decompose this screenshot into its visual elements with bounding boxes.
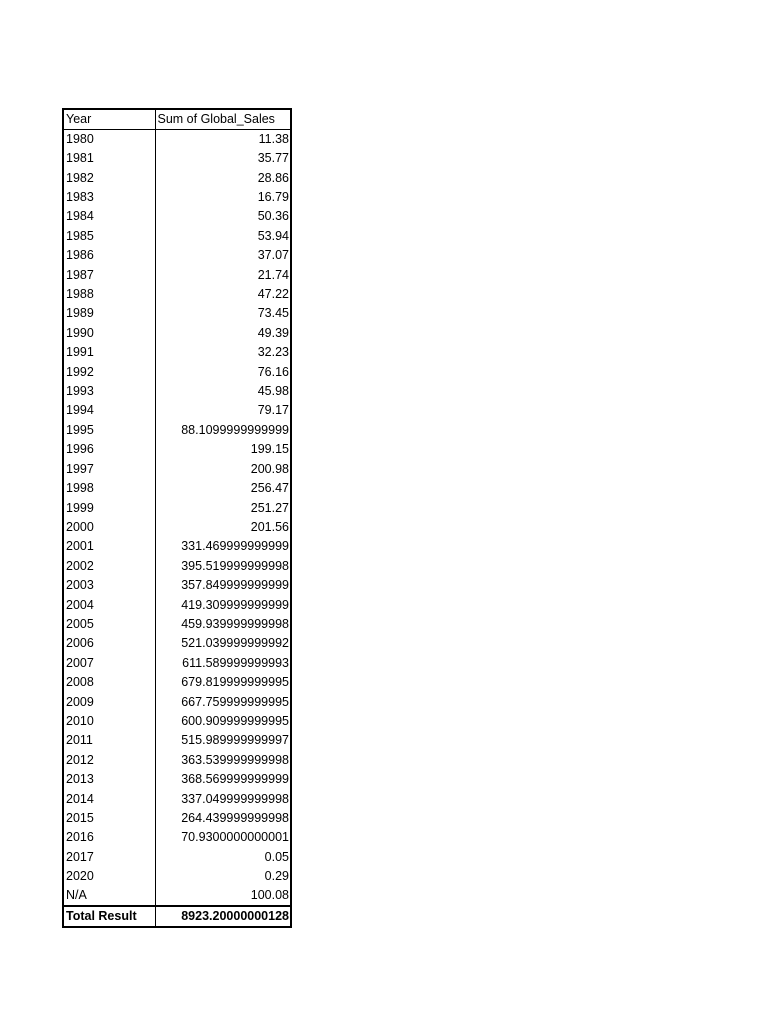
year-cell[interactable]: 1995: [63, 421, 155, 440]
sales-cell[interactable]: 515.989999999997: [181, 733, 289, 748]
year-cell[interactable]: 2016: [63, 828, 155, 847]
sales-cell[interactable]: 32.23: [257, 345, 289, 360]
sales-cell[interactable]: 70.9300000000001: [181, 830, 289, 845]
sales-cell[interactable]: 256.47: [250, 481, 289, 496]
year-cell[interactable]: N/A: [63, 886, 155, 906]
year-cell[interactable]: 1985: [63, 227, 155, 246]
table-row: [63, 285, 291, 304]
year-cell[interactable]: 2008: [63, 673, 155, 692]
pivot-table: [62, 108, 292, 928]
year-cell[interactable]: 1982: [63, 168, 155, 187]
table-row: [63, 576, 291, 595]
table-row: [63, 149, 291, 168]
table-row: [63, 789, 291, 808]
sales-cell[interactable]: 0.05: [264, 849, 289, 864]
sales-cell[interactable]: 363.539999999998: [181, 752, 289, 767]
sales-cell[interactable]: 47.22: [257, 287, 289, 302]
sales-cell[interactable]: 45.98: [257, 384, 289, 399]
sales-cell[interactable]: 88.1099999999999: [181, 422, 289, 437]
table-row: [63, 498, 291, 517]
year-cell[interactable]: 2020: [63, 867, 155, 886]
table-row: [63, 537, 291, 556]
sales-cell[interactable]: 73.45: [257, 306, 289, 321]
table-row: [63, 401, 291, 420]
table-row: [63, 421, 291, 440]
sales-cell[interactable]: 459.939999999998: [181, 616, 289, 631]
sales-cell[interactable]: 368.569999999999: [181, 772, 289, 787]
table-row: [63, 460, 291, 479]
header-sum-global-sales[interactable]: Sum of Global_Sales: [155, 109, 291, 130]
table-row: [63, 731, 291, 750]
year-cell[interactable]: 1996: [63, 440, 155, 459]
sales-cell[interactable]: 35.77: [257, 151, 289, 166]
year-cell[interactable]: 2013: [63, 770, 155, 789]
sales-cell[interactable]: 337.049999999998: [181, 791, 289, 806]
sales-cell[interactable]: 76.16: [257, 364, 289, 379]
sales-cell[interactable]: 331.469999999999: [181, 539, 289, 554]
table-row: [63, 130, 291, 150]
year-cell[interactable]: 2000: [63, 518, 155, 537]
table-row: [63, 265, 291, 284]
sales-cell[interactable]: 201.56: [250, 519, 289, 534]
year-cell[interactable]: 1993: [63, 382, 155, 401]
table-row: [63, 168, 291, 187]
sales-cell[interactable]: 53.94: [257, 228, 289, 243]
table-row: [63, 207, 291, 226]
sales-cell[interactable]: 611.589999999993: [182, 655, 289, 670]
year-cell[interactable]: 1994: [63, 401, 155, 420]
year-cell[interactable]: 2006: [63, 634, 155, 653]
table-row: [63, 615, 291, 634]
year-cell[interactable]: 2002: [63, 557, 155, 576]
sales-cell[interactable]: 28.86: [257, 170, 289, 185]
year-cell[interactable]: 1989: [63, 304, 155, 323]
header-row: [63, 109, 291, 130]
year-cell[interactable]: 1980: [63, 130, 155, 150]
year-cell[interactable]: 2014: [63, 789, 155, 808]
year-cell[interactable]: 2005: [63, 615, 155, 634]
table-row: [63, 848, 291, 867]
total-row: [63, 906, 291, 927]
year-cell[interactable]: 2003: [63, 576, 155, 595]
year-cell[interactable]: 2007: [63, 654, 155, 673]
sales-cell[interactable]: 251.27: [250, 500, 289, 515]
table-row: [63, 751, 291, 770]
header-year[interactable]: Year: [63, 109, 155, 130]
table-row: [63, 692, 291, 711]
sales-cell[interactable]: 79.17: [257, 403, 289, 418]
sales-cell[interactable]: 50.36: [257, 209, 289, 224]
sales-cell[interactable]: 395.519999999998: [181, 558, 289, 573]
year-cell[interactable]: 1987: [63, 265, 155, 284]
sales-cell[interactable]: 600.909999999995: [181, 713, 289, 728]
table-row: [63, 712, 291, 731]
sales-cell[interactable]: 11.38: [258, 132, 289, 146]
sales-cell[interactable]: 264.439999999998: [181, 811, 289, 826]
year-cell[interactable]: 1988: [63, 285, 155, 304]
table-row: [63, 382, 291, 401]
table-body: [63, 130, 291, 907]
sales-cell[interactable]: 49.39: [257, 325, 289, 340]
table-row: [63, 654, 291, 673]
year-cell[interactable]: 2012: [63, 751, 155, 770]
year-cell[interactable]: 1997: [63, 460, 155, 479]
year-cell[interactable]: 1998: [63, 479, 155, 498]
sales-cell[interactable]: 21.74: [257, 267, 289, 282]
table-row: [63, 246, 291, 265]
year-cell[interactable]: 2015: [63, 809, 155, 828]
year-cell[interactable]: 1983: [63, 188, 155, 207]
sales-cell[interactable]: 0.29: [264, 869, 289, 884]
sales-cell[interactable]: 200.98: [250, 461, 289, 476]
table-row: [63, 343, 291, 362]
table-row: [63, 188, 291, 207]
year-cell[interactable]: 1981: [63, 149, 155, 168]
year-cell[interactable]: 1990: [63, 324, 155, 343]
table-row: [63, 479, 291, 498]
sales-cell[interactable]: 419.309999999999: [181, 597, 289, 612]
year-cell[interactable]: 2009: [63, 692, 155, 711]
table-row: [63, 809, 291, 828]
table-row: [63, 634, 291, 653]
table-row: [63, 828, 291, 847]
table-row: [63, 227, 291, 246]
sales-cell[interactable]: 521.039999999992: [181, 636, 289, 651]
table-row: [63, 770, 291, 789]
year-cell[interactable]: 1999: [63, 498, 155, 517]
total-value[interactable]: 8923.20000000128: [155, 906, 291, 927]
table-row: [63, 304, 291, 323]
sales-cell[interactable]: 16.79: [257, 190, 289, 205]
sales-cell[interactable]: 667.759999999995: [181, 694, 289, 709]
table-row: [63, 673, 291, 692]
year-cell[interactable]: 2010: [63, 712, 155, 731]
table-row: [63, 324, 291, 343]
table-row: [63, 886, 291, 906]
sales-cell[interactable]: 357.849999999999: [181, 578, 289, 593]
year-cell[interactable]: 1984: [63, 207, 155, 226]
sales-cell[interactable]: 100.08: [250, 888, 289, 903]
sales-cell[interactable]: 679.819999999995: [181, 675, 289, 690]
table-row: [63, 518, 291, 537]
table-row: [63, 362, 291, 381]
year-cell[interactable]: 1991: [63, 343, 155, 362]
table-row: [63, 557, 291, 576]
sales-cell[interactable]: 37.07: [257, 248, 289, 263]
year-cell[interactable]: 2001: [63, 537, 155, 556]
table-row: [63, 440, 291, 459]
table-row: [63, 867, 291, 886]
year-cell[interactable]: 1986: [63, 246, 155, 265]
year-cell[interactable]: 2011: [63, 731, 155, 750]
table-row: [63, 595, 291, 614]
total-label[interactable]: Total Result: [63, 906, 155, 927]
year-cell[interactable]: 2004: [63, 595, 155, 614]
year-cell[interactable]: 1992: [63, 362, 155, 381]
year-cell[interactable]: 2017: [63, 848, 155, 867]
sales-cell[interactable]: 199.15: [250, 442, 289, 457]
